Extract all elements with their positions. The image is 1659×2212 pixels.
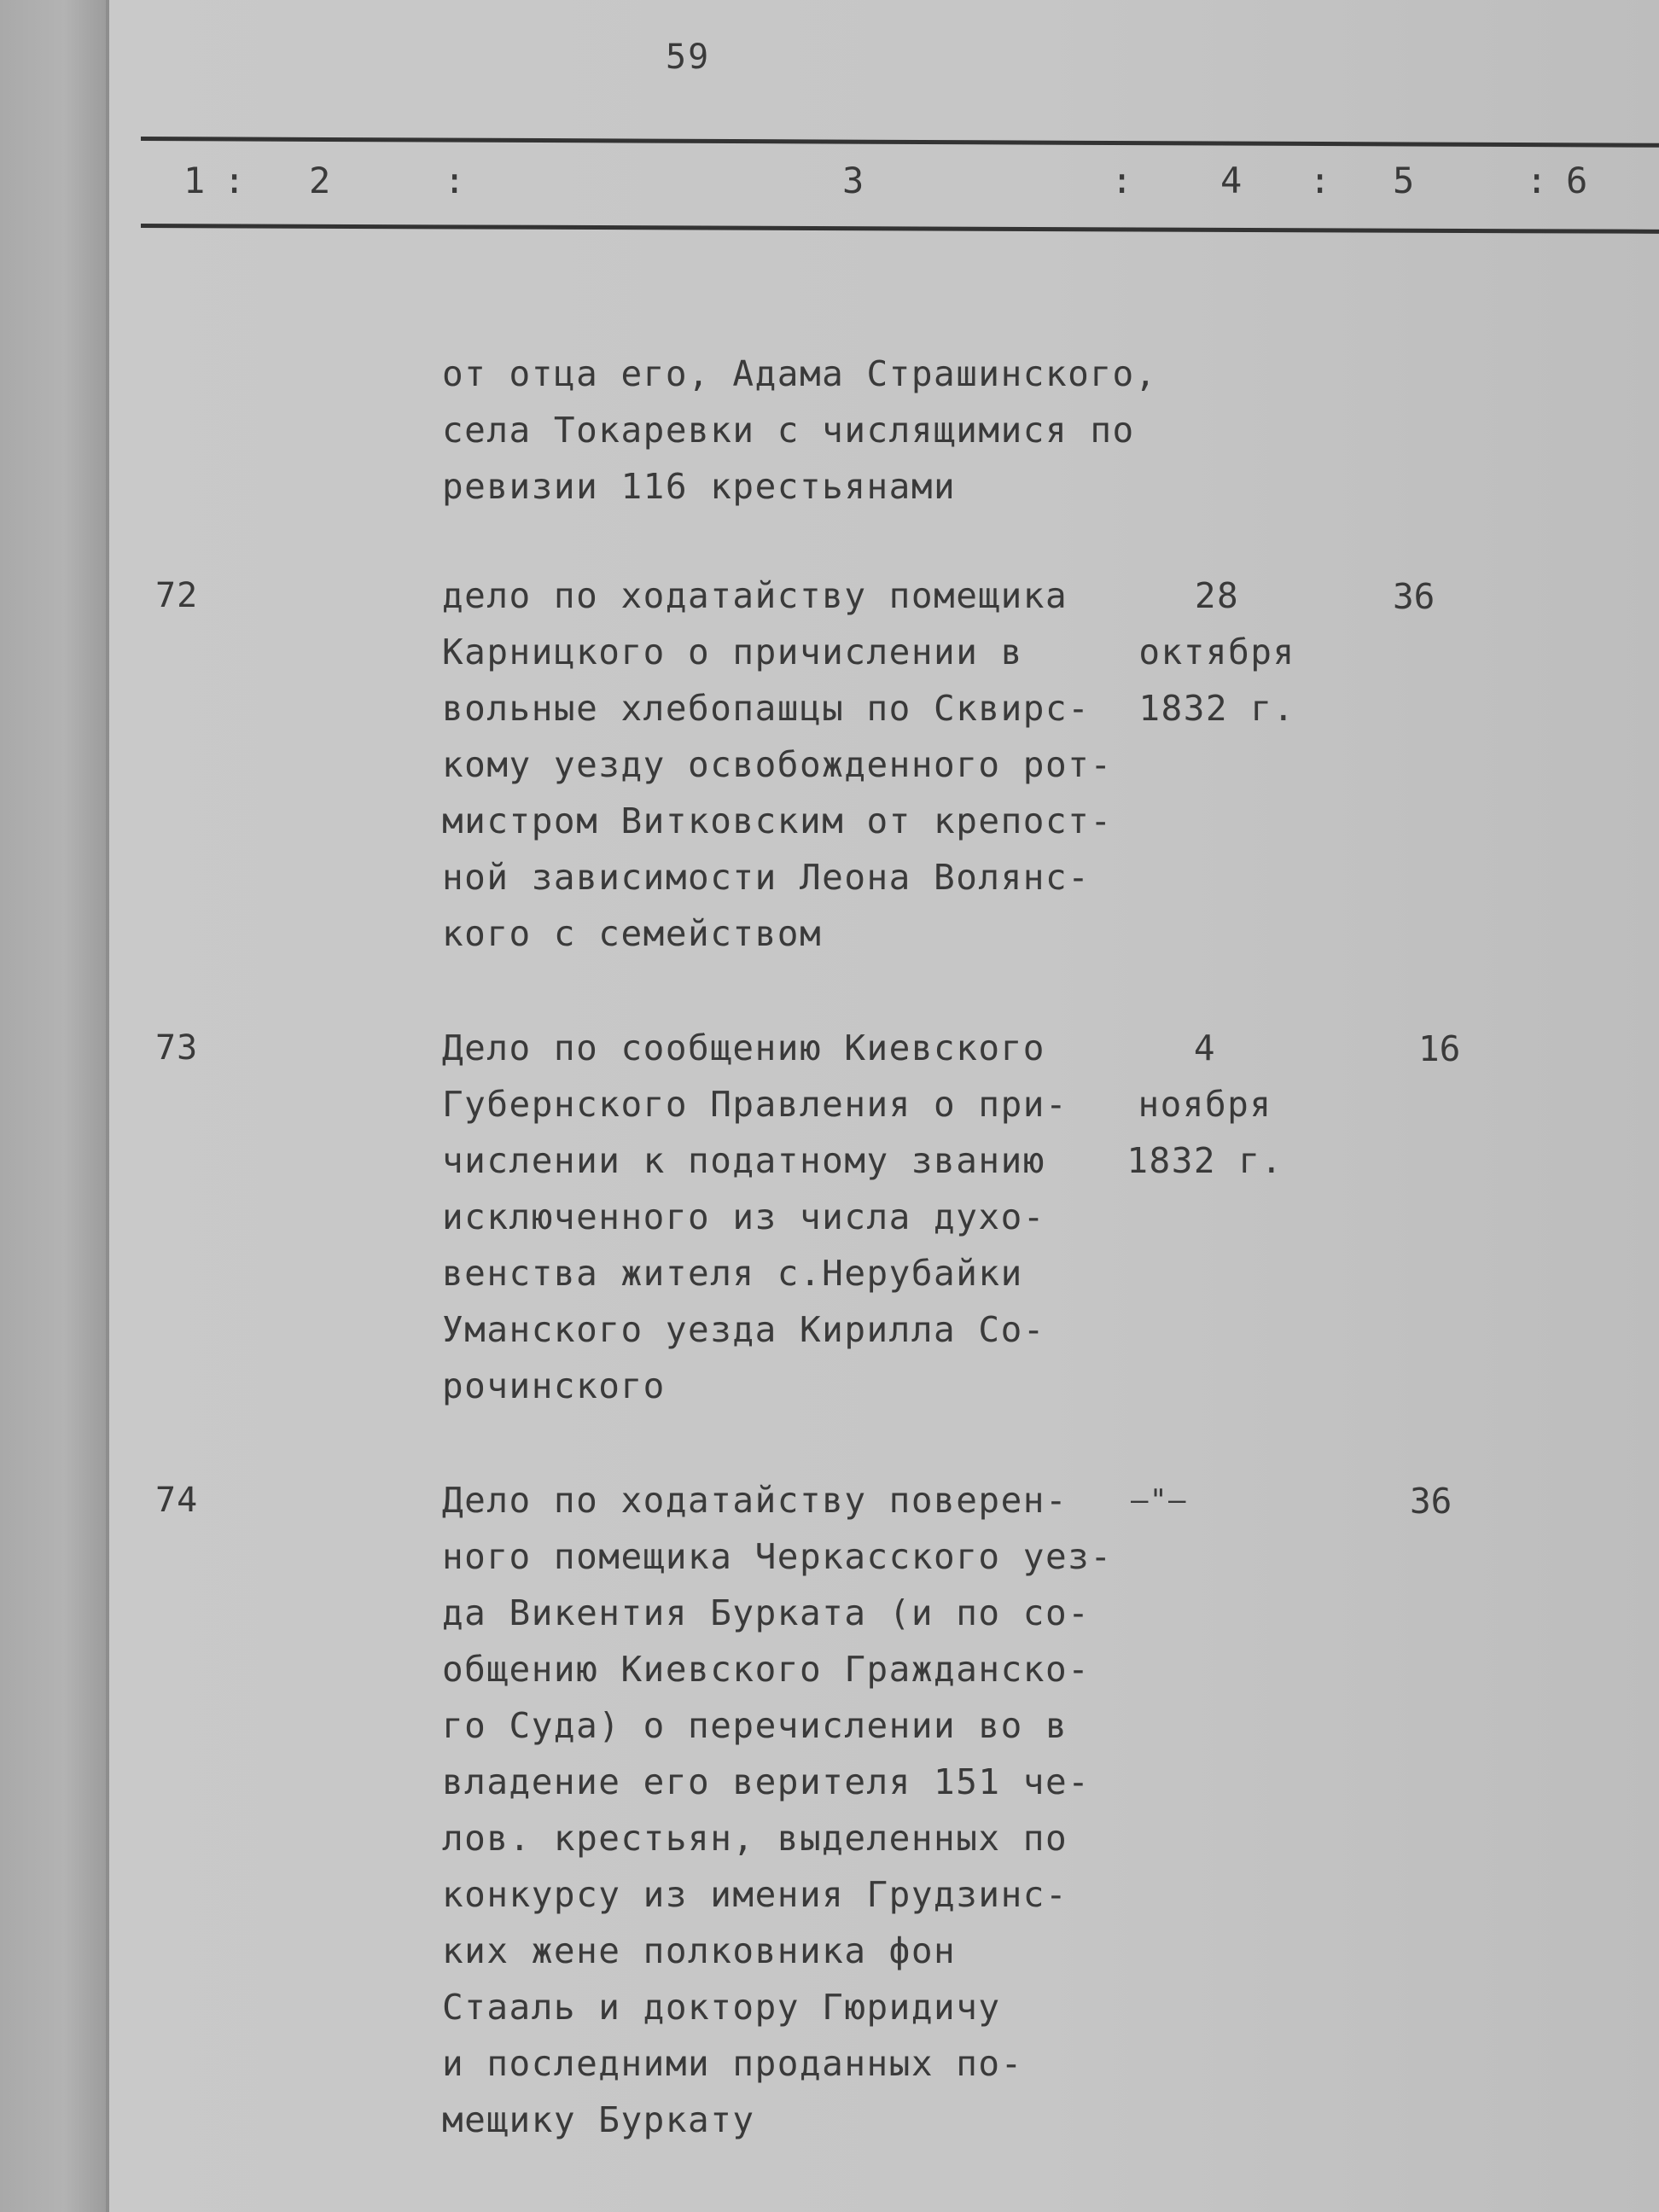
text-line: кому уезду освобожденного рот-: [442, 744, 1113, 785]
text-line: го Суда) о перечислении во в: [442, 1705, 1068, 1746]
date-month: ноября: [1138, 1084, 1272, 1125]
column-header-4: 4: [1220, 160, 1243, 201]
date-day: 4: [1193, 1027, 1217, 1068]
header-rule-top: [141, 137, 1659, 148]
column-header-separator: :: [224, 160, 246, 201]
text-line: числении к податному званию: [442, 1140, 1045, 1181]
page-number: 59: [666, 38, 711, 77]
column-header-2: 2: [309, 160, 331, 201]
text-line: лов. крестьян, выделенных по: [442, 1818, 1068, 1859]
text-line: от отца его, Адама Страшинского,: [442, 353, 1157, 394]
column-header-separator: :: [1309, 160, 1331, 201]
entry-number: 74: [155, 1481, 199, 1520]
text-line: села Токаревки с числящимися по: [442, 410, 1135, 451]
column-header-1: 1: [183, 160, 206, 201]
text-line: кого с семейством: [442, 913, 823, 954]
entry-sheets: 36: [1393, 576, 1435, 617]
book-gutter: [0, 0, 107, 2212]
text-line: конкурсу из имения Грудзинс-: [442, 1874, 1068, 1915]
text-line: венства жителя с.Нерубайки: [442, 1253, 1023, 1294]
column-header-separator: :: [1526, 160, 1548, 201]
header-rule-bottom: [141, 224, 1659, 234]
text-line: вольные хлебопашцы по Сквирс-: [442, 688, 1091, 729]
text-line: ной зависимости Леона Волянс-: [442, 857, 1091, 898]
text-line: рочинского: [442, 1365, 666, 1406]
text-line: Карницкого о причислении в: [442, 632, 1023, 672]
date-year: 1832 г.: [1126, 1140, 1284, 1181]
entry-description: [442, 568, 1113, 962]
date-month: октября: [1138, 632, 1295, 672]
entry-date: [1115, 568, 1319, 736]
date-day: 28: [1194, 575, 1240, 616]
text-line: общению Киевского Гражданско-: [442, 1649, 1091, 1690]
text-line: и последними проданных по-: [442, 2043, 1023, 2084]
text-line: Стааль и доктору Гюридичу: [442, 1987, 1001, 2028]
date-year: 1832 г.: [1138, 688, 1295, 729]
text-line: ких жене полковника фон: [442, 1930, 957, 1971]
column-header-6: 6: [1566, 160, 1588, 201]
entry-number: 73: [155, 1028, 199, 1068]
entry-sheets: 16: [1418, 1028, 1461, 1069]
text-line: Дело по сообщению Киевского: [442, 1027, 1045, 1068]
column-header-5: 5: [1393, 160, 1415, 201]
entry-date: [1103, 1020, 1307, 1189]
text-line: ревизии 116 крестьянами: [442, 466, 957, 507]
text-line: мистром Витковским от крепост-: [442, 800, 1113, 841]
column-header-3: 3: [842, 160, 864, 201]
text-line: да Викентия Бурката (и по со-: [442, 1592, 1091, 1633]
entry-sheets: 36: [1410, 1481, 1452, 1522]
column-header-separator: :: [1111, 160, 1133, 201]
text-line: исключенного из числа духо-: [442, 1196, 1045, 1237]
entry-number: 72: [155, 576, 199, 615]
entry-description: [442, 1020, 1068, 1414]
text-line: владение его верителя 151 че-: [442, 1761, 1091, 1802]
text-line: ного помещика Черкасского уез-: [442, 1536, 1113, 1577]
date-ditto-mark: —"—: [1131, 1483, 1187, 1517]
entry-description: [442, 1472, 1113, 2148]
continuation-text: [442, 346, 1157, 515]
column-header-separator: :: [444, 160, 466, 201]
entry-date-ditto: [1057, 1472, 1261, 1528]
text-line: дело по ходатайству помещика: [442, 575, 1068, 616]
text-line: Дело по ходатайству поверен-: [442, 1480, 1068, 1521]
text-line: Уманского уезда Кирилла Со-: [442, 1309, 1045, 1350]
text-line: Губернского Правления о при-: [442, 1084, 1068, 1125]
text-line: мещику Буркату: [442, 2099, 755, 2140]
page-fold: [106, 0, 109, 2212]
